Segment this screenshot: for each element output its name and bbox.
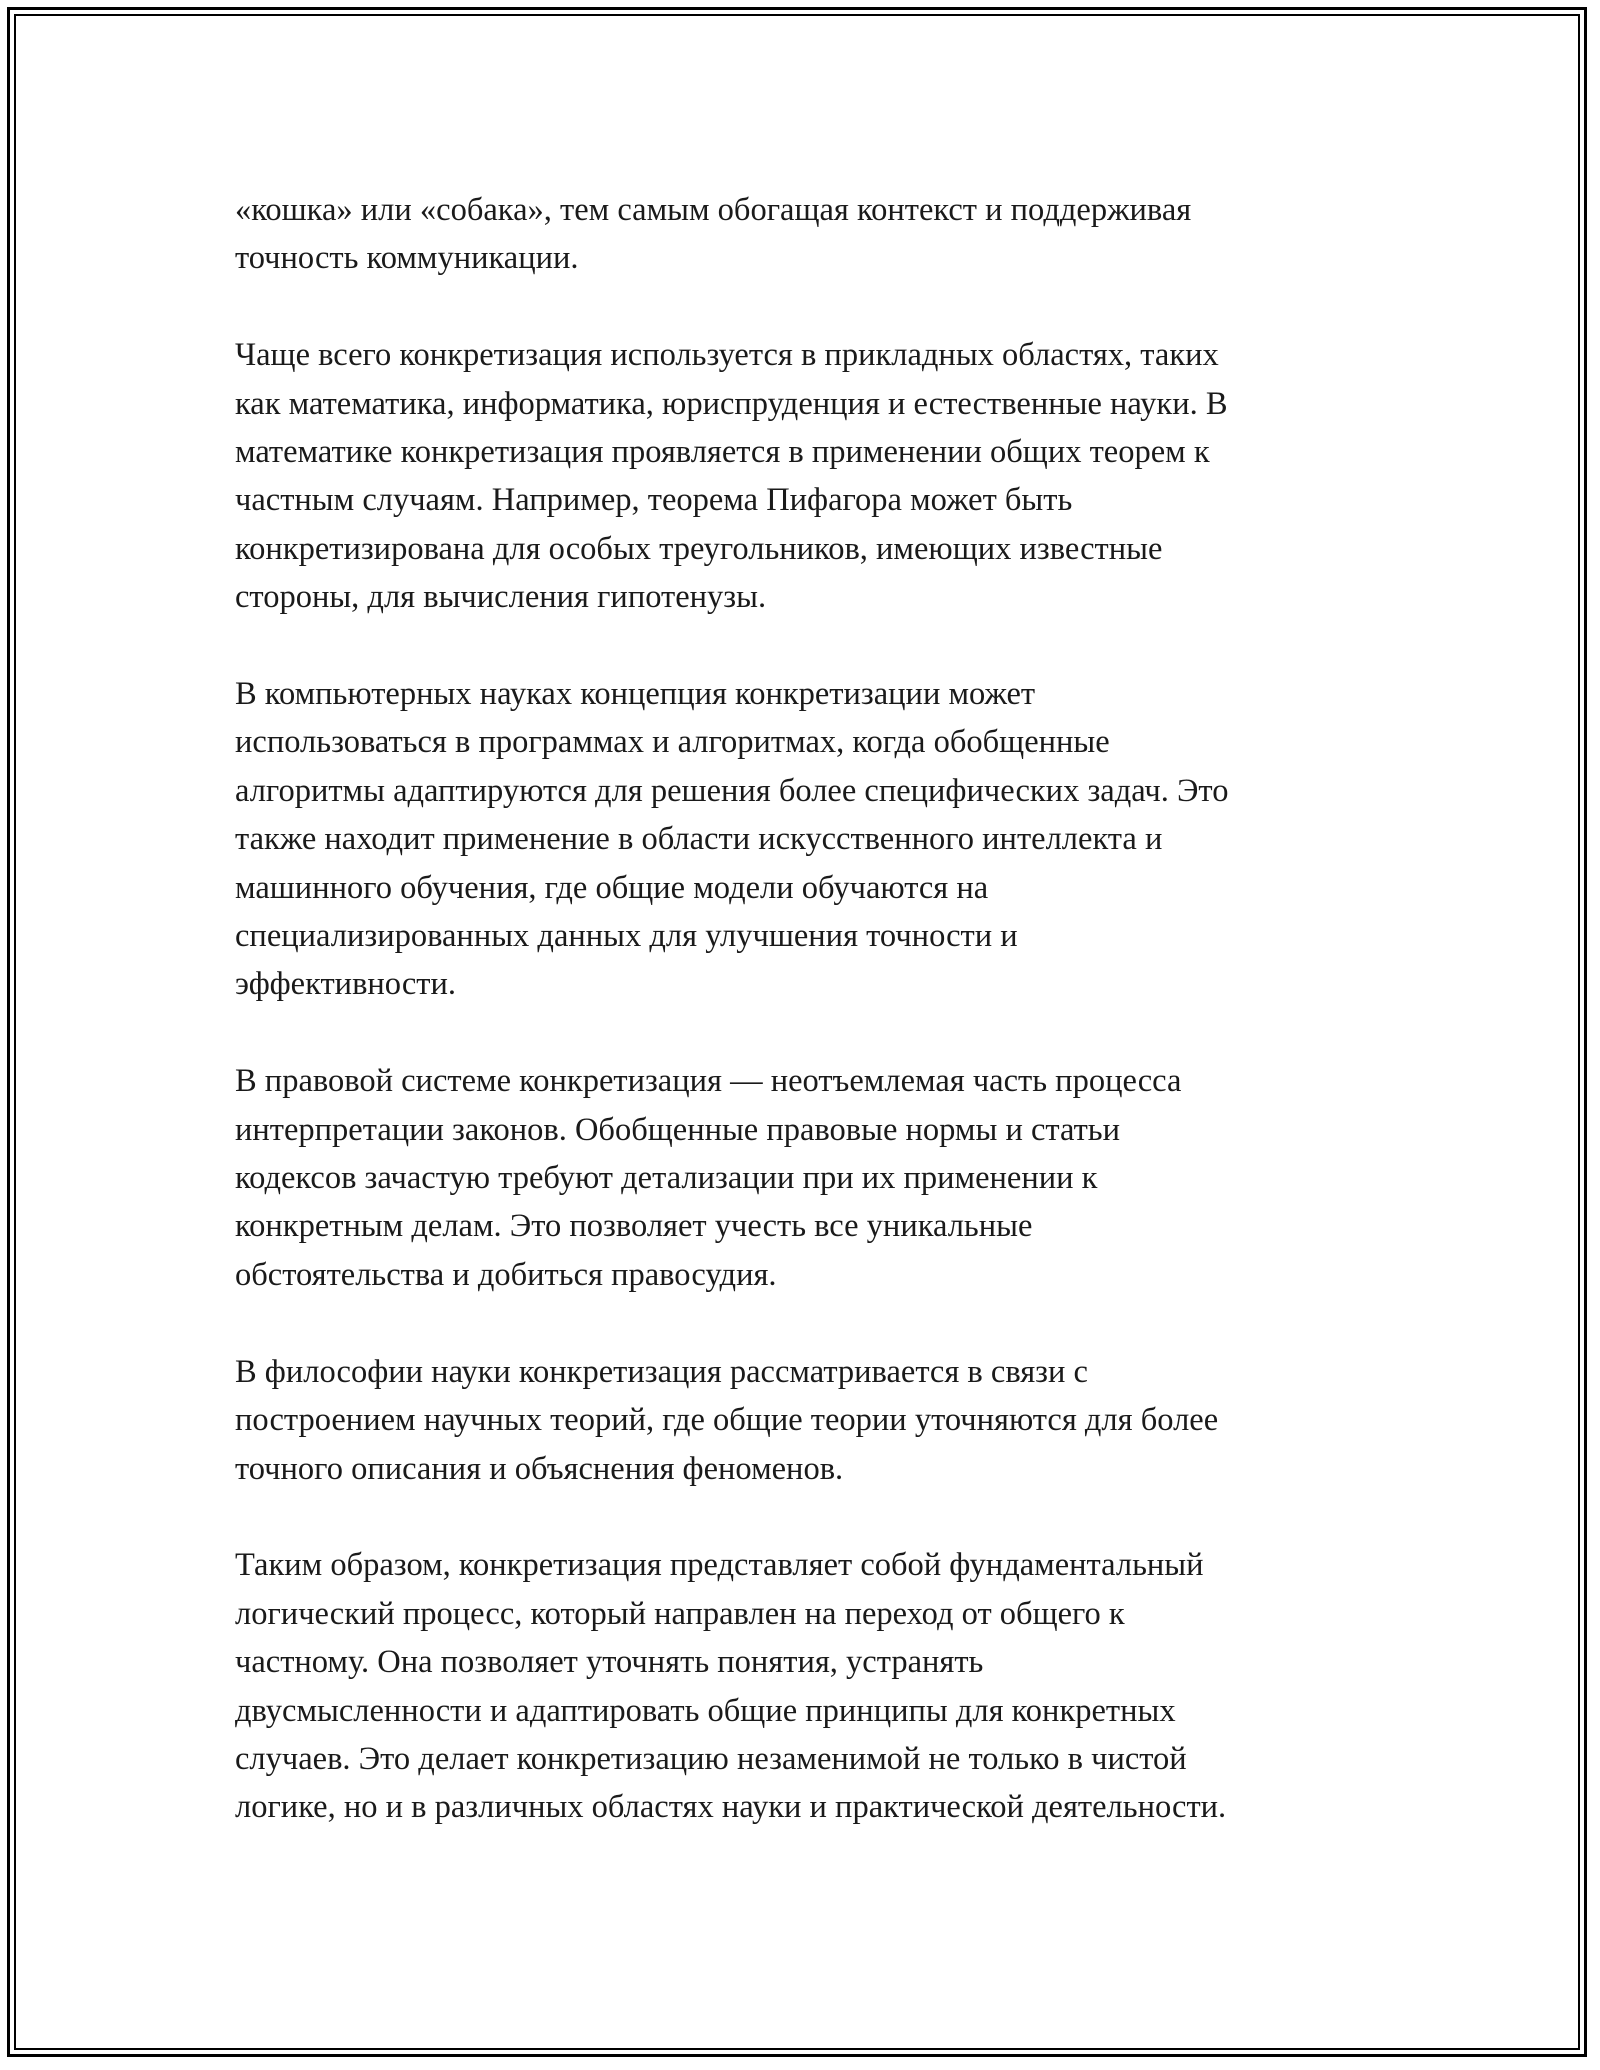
paragraph-legal-system: В правовой системе конкретизация — неотъемлемая часть процесса интерпретации законов. Обобщенные правовые нормы и статьи кодексов зачастую требуют детализации при их применении к конкретным делам. Это позволяет учесть все уникальные обстоятельства и добиться правосудия. <box>235 1063 1182 1293</box>
document-body <box>235 186 1375 1832</box>
paragraph-computer-science: В компьютерных науках концепция конкретизации может использоваться в программах и алгоритмах, когда обобщенные алгоритмы адаптируются для решения более специфических задач. Это также находит применение в области искусственного интеллекта и машинного обучения, где общие модели обучаются на специализированных данных для улучшения точности и эффективности. <box>235 676 1229 1003</box>
paragraph-continuation: «кошка» или «собака», тем самым обогащая контекст и поддерживая точность коммуникации. <box>235 192 1192 277</box>
paragraph-applied-fields: Чаще всего конкретизация используется в прикладных областях, таких как математика, информатика, юриспруденция и естественные науки. В математике конкретизация проявляется в применении общих теорем к частным случаям. Например, теорема Пифагора может быть конкретизирована для особых треугольников, имеющих известные стороны, для вычисления гипотенузы. <box>235 337 1228 616</box>
paragraph-conclusion: Таким образом, конкретизация представляет собой фундаментальный логический процесс, который направлен на переход от общего к частному. Она позволяет уточнять понятия, устранять двусмысленности и адаптировать общие принципы для конкретных случаев. Это делает конкретизацию незаменимой не только в чистой логике, но и в различных областях науки и практической деятельности. <box>235 1547 1227 1826</box>
paragraph-philosophy-of-science: В философии науки конкретизация рассматривается в связи с построением научных теорий, где общие теории уточняются для более точного описания и объяснения феноменов. <box>235 1353 1219 1487</box>
